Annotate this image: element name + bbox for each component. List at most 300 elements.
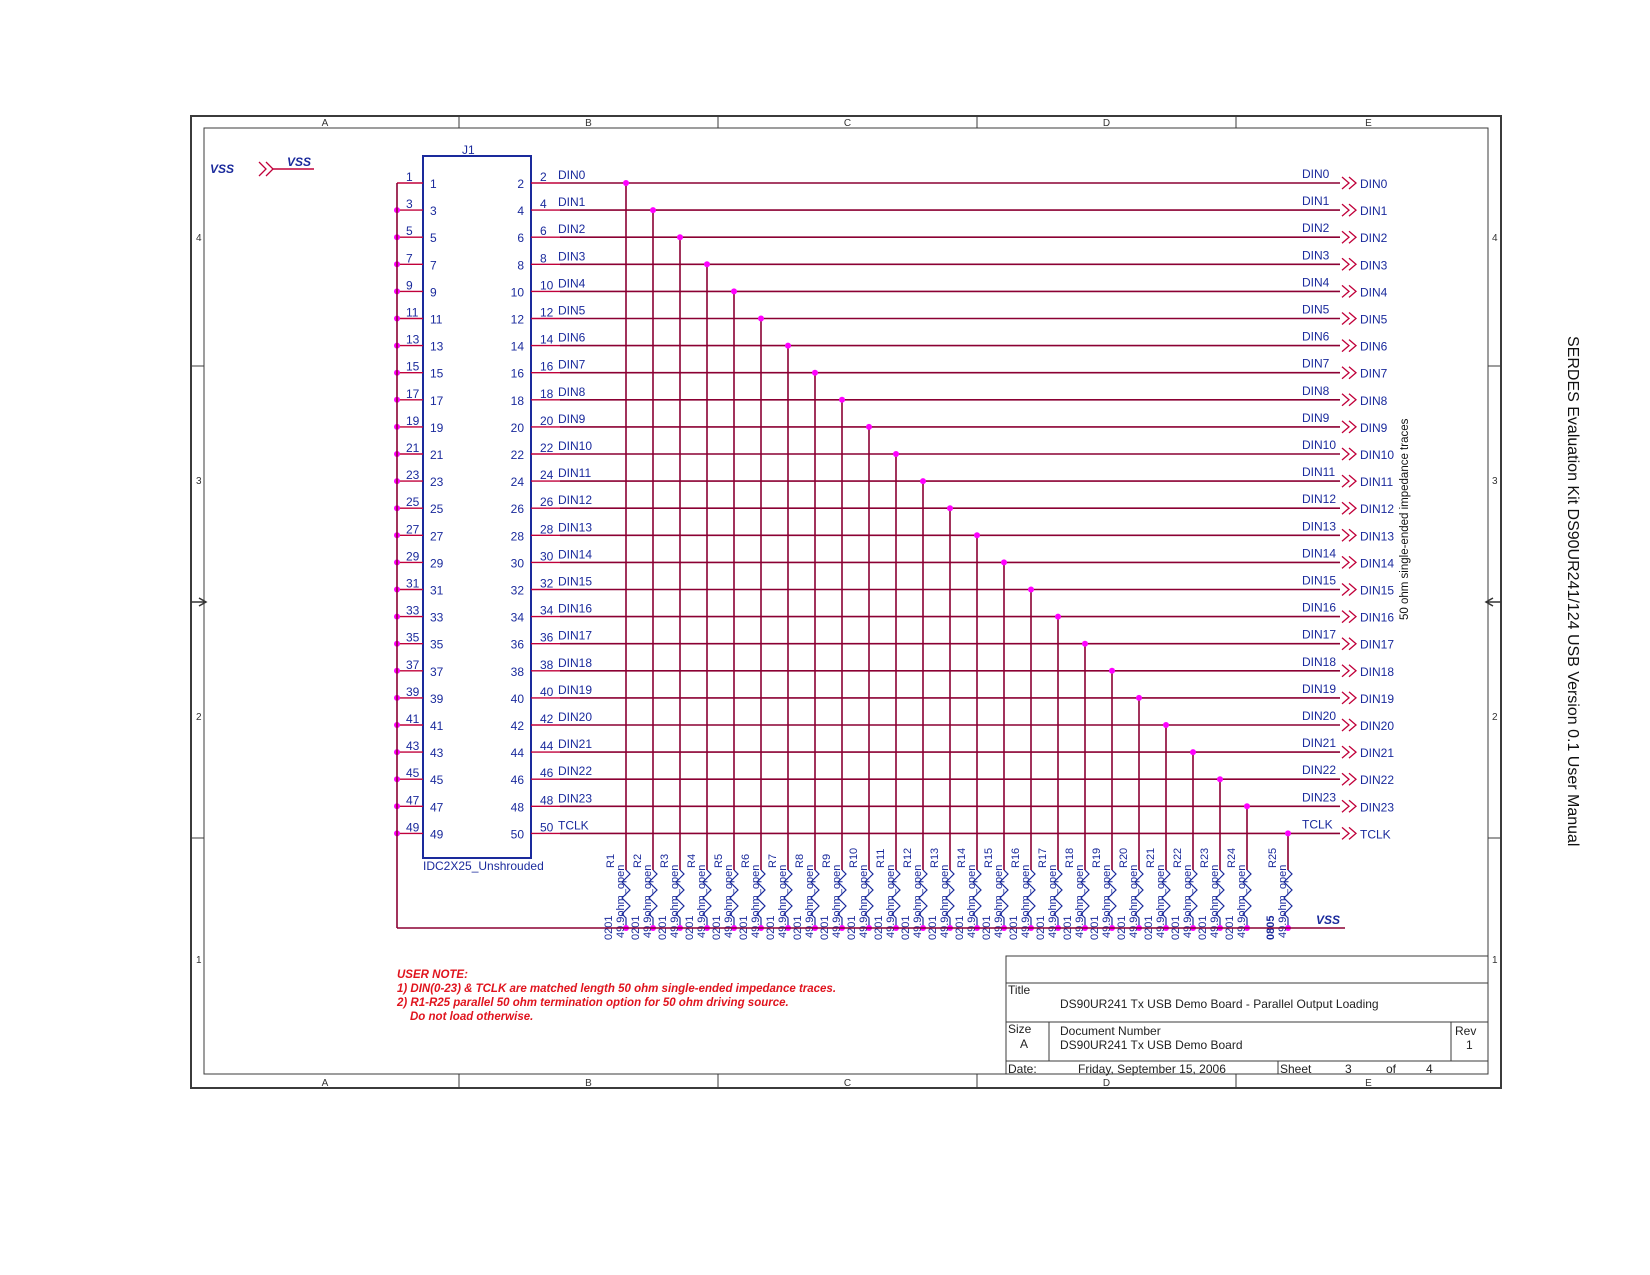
right-pin-inner-number: 16 (510, 366, 524, 381)
resistor-ref: R4 (686, 853, 698, 868)
offpage-net-name: DIN0 (1360, 177, 1388, 191)
left-pin-inner-number: 3 (430, 204, 437, 219)
left-pin-inner-number: 41 (430, 719, 444, 733)
resistor-ref: R9 (821, 853, 833, 868)
left-pin-outer-number: 27 (406, 522, 420, 537)
left-pin-inner-number: 43 (430, 746, 444, 761)
zone-row-left: 4 (196, 233, 202, 244)
zone-col-bottom: C (843, 1078, 852, 1089)
offpage-net-name: DIN13 (1360, 529, 1395, 544)
resistor-footprint: 0201 (792, 915, 804, 940)
net-label-port: DIN8 (1302, 383, 1330, 398)
left-pin-inner-number: 7 (430, 258, 437, 273)
right-pin-outer-number: 24 (540, 468, 554, 483)
junction-dot (1082, 641, 1088, 647)
left-pin-outer-number: 5 (406, 224, 413, 239)
resistor-footprint: 0201 (1089, 915, 1101, 940)
net-label-port: DIN4 (1302, 275, 1330, 290)
net-label-connector: DIN9 (558, 411, 586, 426)
resistor-value: 49.9ohm_open (1101, 864, 1113, 938)
junction-dot (920, 478, 926, 484)
right-pin-outer-number: 28 (540, 522, 554, 537)
resistor-value: 49.9ohm_open (1074, 864, 1086, 938)
net-label-connector: DIN6 (558, 330, 586, 345)
net-label-connector: DIN19 (558, 682, 593, 697)
offpage-connector-icon (1342, 800, 1356, 812)
right-pin-outer-number: 32 (540, 576, 554, 591)
resistor-value: 49.9ohm_open (1155, 864, 1167, 938)
left-pin-outer-number: 47 (406, 793, 420, 808)
left-pin-inner-number: 27 (430, 529, 444, 544)
resistor-value: 49.9ohm_open (912, 864, 924, 938)
left-pin-inner-number: 19 (430, 420, 444, 435)
net-label-port: DIN2 (1302, 221, 1330, 236)
net-label-port: DIN10 (1302, 438, 1337, 452)
rev-label: Rev (1455, 1024, 1477, 1038)
left-pin-inner-number: 37 (430, 664, 444, 679)
resistor-ref: R13 (929, 847, 941, 868)
resistor-value: 49.9ohm_open (615, 864, 627, 938)
junction-dot (866, 424, 872, 430)
zone-col-top: A (321, 118, 329, 129)
resistor-ref: R12 (902, 847, 914, 868)
resistor-footprint: 0201 (873, 915, 885, 940)
offpage-net-name: DIN2 (1360, 231, 1388, 246)
right-pin-outer-number: 48 (540, 793, 554, 808)
resistor-footprint: 0201 (657, 915, 669, 940)
left-pin-outer-number: 9 (406, 278, 413, 293)
document-number-label: Document Number (1060, 1024, 1161, 1038)
net-label-port: TCLK (1302, 817, 1333, 832)
left-pin-inner-number: 15 (430, 366, 444, 381)
left-pin-outer-number: 33 (406, 603, 420, 618)
resistor-ref: R5 (713, 853, 725, 868)
left-pin-outer-number: 41 (406, 712, 420, 726)
junction-dot (650, 207, 656, 213)
right-pin-outer-number: 36 (540, 630, 554, 645)
vss-symbol-label: VSS (287, 155, 312, 169)
resistor-footprint: 0201 (819, 915, 831, 940)
net-label-connector: DIN4 (558, 276, 586, 291)
resistor-value: 49.9ohm_open (1236, 864, 1248, 938)
offpage-net-name: DIN21 (1360, 746, 1395, 761)
right-pin-inner-number: 8 (517, 258, 524, 273)
connector-left-pins (394, 170, 444, 841)
resistor-footprint: 0201 (927, 915, 939, 940)
resistor-ref: R18 (1064, 847, 1076, 868)
right-pin-outer-number: 44 (540, 739, 554, 754)
right-pin-inner-number: 50 (510, 827, 524, 842)
net-label-connector: DIN5 (558, 303, 586, 318)
left-pin-inner-number: 47 (430, 800, 444, 815)
left-pin-outer-number: 3 (406, 197, 413, 212)
right-pin-inner-number: 40 (510, 691, 524, 706)
net-label-port: DIN5 (1302, 302, 1330, 317)
resistor-ref: R21 (1145, 847, 1157, 868)
junction-dot (1217, 776, 1223, 782)
offpage-connector-icon (1342, 584, 1356, 596)
left-pin-inner-number: 29 (430, 556, 444, 571)
net-label-connector: DIN12 (558, 493, 593, 508)
offpage-net-name: DIN23 (1360, 800, 1395, 815)
resistor-footprint: 0201 (765, 915, 777, 940)
left-pin-outer-number: 37 (406, 657, 420, 672)
right-pin-outer-number: 46 (540, 766, 554, 781)
left-pin-outer-number: 1 (406, 170, 413, 184)
junction-dot (1055, 614, 1061, 620)
zone-row-right: 2 (1492, 712, 1498, 723)
net-label-connector: DIN23 (558, 791, 593, 806)
size-value: A (1020, 1037, 1029, 1051)
offpage-connector-icon (1342, 285, 1356, 297)
offpage-net-name: DIN18 (1360, 664, 1395, 679)
offpage-net-name: DIN14 (1360, 556, 1395, 571)
net-label-port: DIN0 (1302, 167, 1330, 181)
junction-dot (1001, 559, 1007, 565)
resistor-value: 49.9ohm_open (1209, 864, 1221, 938)
resistor-value: 49.9ohm_open (1128, 864, 1140, 938)
rev-value: 1 (1466, 1038, 1473, 1052)
right-pin-inner-number: 48 (510, 800, 524, 815)
offpage-connector-icon (1342, 367, 1356, 379)
vss-symbol-top (259, 155, 314, 176)
right-pin-inner-number: 36 (510, 637, 524, 652)
net-label-connector: DIN1 (558, 195, 586, 210)
trace-impedance-note: 50 ohm single-ended impedance traces (1399, 418, 1411, 620)
resistor-ref: R20 (1118, 847, 1130, 868)
net-label-connector: DIN10 (558, 439, 593, 453)
resistor-footprint: 0201 (1143, 915, 1155, 940)
offpage-net-name: DIN6 (1360, 339, 1388, 354)
offpage-connector-icon (1342, 556, 1356, 568)
net-label-connector: DIN13 (558, 520, 593, 535)
right-pin-inner-number: 32 (510, 583, 524, 598)
resistor-footprint: 0201 (684, 915, 696, 940)
offpage-connector-icon (1342, 502, 1356, 514)
net-label-connector: DIN17 (558, 628, 593, 643)
offpage-net-name: DIN20 (1360, 719, 1395, 733)
resistor-footprint: 0201 (900, 915, 912, 940)
junction-dot (1028, 587, 1034, 593)
net-label-port: DIN17 (1302, 627, 1337, 642)
zone-row-right: 1 (1492, 955, 1498, 966)
junction-dot (731, 288, 737, 294)
right-pin-outer-number: 18 (540, 386, 554, 401)
right-pin-outer-number: 6 (540, 224, 547, 239)
connector-ref: J1 (462, 143, 475, 157)
zone-row-right: 4 (1492, 233, 1498, 244)
offpage-connector-icon (1342, 448, 1356, 460)
right-pin-outer-number: 42 (540, 712, 554, 726)
offpage-connector-icon (1342, 475, 1356, 487)
title-block (1006, 956, 1488, 1076)
net-label-connector: DIN22 (558, 764, 593, 779)
resistor-footprint: 0201 (1170, 915, 1182, 940)
of-value: 4 (1426, 1062, 1433, 1076)
right-pin-outer-number: 2 (540, 170, 547, 184)
side-manual-title: SERDES Evaluation Kit DS90UR241/124 USB Version 0.1 User Manual (1564, 336, 1581, 847)
zone-col-top: E (1365, 118, 1372, 129)
offpage-net-name: DIN11 (1360, 475, 1394, 490)
resistor-value: 49.9ohm_open (1182, 864, 1194, 938)
junction-dot (704, 261, 710, 267)
right-pin-inner-number: 38 (510, 664, 524, 679)
net-label-connector: DIN21 (558, 737, 593, 752)
left-pin-inner-number: 33 (430, 610, 444, 625)
left-pin-inner-number: 9 (430, 285, 437, 300)
user-note-line1: 1) DIN(0-23) & TCLK are matched length 50 ohm single-ended impedance traces. (397, 983, 837, 995)
net-label-port: DIN1 (1302, 194, 1330, 209)
right-pin-inner-number: 10 (510, 285, 524, 300)
resistor-footprint: 0201 (954, 915, 966, 940)
offpage-connector-icon (1342, 177, 1356, 189)
left-pin-outer-number: 19 (406, 413, 420, 428)
right-pin-outer-number: 30 (540, 549, 554, 564)
zone-col-bottom: B (585, 1078, 592, 1089)
junction-dot (1109, 668, 1115, 674)
nets (558, 167, 1394, 870)
net-label-port: DIN16 (1302, 600, 1337, 615)
offpage-connector-icon (1342, 313, 1356, 325)
net-label-port: DIN13 (1302, 519, 1337, 534)
resistor-value: 49.9ohm_open (993, 864, 1005, 938)
zone-col-top: D (1102, 118, 1111, 129)
resistor-footprint: 0201 (1116, 915, 1128, 940)
offpage-connector-icon (1342, 719, 1356, 731)
offpage-connector-icon (1342, 258, 1356, 270)
net-label-port: DIN12 (1302, 492, 1337, 507)
net-label-port: DIN22 (1302, 763, 1337, 778)
date-value: Friday, September 15, 2006 (1078, 1062, 1226, 1076)
left-pin-inner-number: 21 (430, 448, 444, 462)
left-pin-inner-number: 17 (430, 393, 444, 408)
resistor-value: 49.9ohm_open (669, 864, 681, 938)
zone-col-bottom: A (321, 1078, 329, 1089)
junction-dot (1190, 749, 1196, 755)
resistor-value: 49.9ohm_open (750, 864, 762, 938)
offpage-connector-icon (1342, 204, 1356, 216)
offpage-net-name: DIN12 (1360, 502, 1395, 517)
right-pin-outer-number: 20 (540, 413, 554, 428)
offpage-net-name: DIN15 (1360, 583, 1395, 598)
net-label-port: DIN6 (1302, 329, 1330, 344)
resistor-ref: R11 (875, 848, 887, 868)
offpage-connector-icon (1342, 231, 1356, 243)
net-label-port: DIN20 (1302, 709, 1337, 723)
left-pin-outer-number: 31 (406, 576, 420, 591)
net-label-connector: DIN2 (558, 222, 586, 237)
resistor-value: 49.9ohm_open (777, 864, 789, 938)
resistor-ref: R7 (767, 853, 779, 868)
user-note-line3: Do not load otherwise. (410, 1011, 534, 1023)
zone-row-right: 3 (1492, 476, 1498, 487)
net-label-port: DIN7 (1302, 356, 1330, 371)
resistor-footprint: 0201 (711, 915, 723, 940)
zone-row-left: 1 (196, 955, 202, 966)
left-pin-outer-number: 23 (406, 468, 420, 483)
resistor-value: 49.9ohm_open (696, 864, 708, 938)
title-value: DS90UR241 Tx USB Demo Board - Parallel Output Loading (1060, 997, 1379, 1011)
junction-dot (677, 234, 683, 240)
resistor-footprint: 0201 (1035, 915, 1047, 940)
offpage-connector-icon (1342, 746, 1356, 758)
resistor-footprint: 0201 (1224, 915, 1236, 940)
junction-dot (758, 316, 764, 322)
right-pin-inner-number: 30 (510, 556, 524, 571)
right-pin-inner-number: 46 (510, 773, 524, 788)
right-pin-inner-number: 6 (517, 231, 524, 246)
junction-dot (974, 532, 980, 538)
net-label-port: DIN15 (1302, 573, 1337, 588)
net-label-port: DIN14 (1302, 546, 1337, 561)
resistor-value: 49.9ohm_open (804, 864, 816, 938)
junction-dot (785, 343, 791, 349)
zone-row-left: 3 (196, 476, 202, 487)
left-pin-inner-number: 31 (430, 583, 444, 598)
title-label: Title (1008, 983, 1031, 997)
resistor-ref: R6 (740, 853, 752, 868)
net-label-connector: DIN8 (558, 384, 586, 399)
offpage-net-name: DIN1 (1360, 204, 1388, 219)
left-pin-outer-number: 25 (406, 495, 420, 510)
offpage-net-name: DIN16 (1360, 610, 1395, 625)
zone-row-left: 2 (196, 712, 202, 723)
resistor-ref: R1 (605, 853, 617, 868)
resistor-ref: R15 (983, 847, 995, 868)
resistor-footprint: 0805 (1265, 915, 1277, 940)
offpage-connector-icon (1342, 421, 1356, 433)
left-pin-outer-number: 49 (406, 820, 420, 835)
resistor-ref: R17 (1037, 847, 1049, 868)
offpage-connector-icon (1342, 340, 1356, 352)
resistor-ref: R2 (632, 853, 644, 868)
net-label-port: DIN9 (1302, 410, 1330, 425)
resistor-footprint: 0201 (981, 915, 993, 940)
junction-dot (623, 180, 629, 186)
right-pin-inner-number: 42 (510, 719, 524, 733)
net-label-connector: DIN15 (558, 574, 593, 589)
offpage-net-name: DIN17 (1360, 637, 1395, 652)
offpage-connector-icon (1342, 394, 1356, 406)
left-pin-inner-number: 49 (430, 827, 444, 842)
left-pin-inner-number: 39 (430, 691, 444, 706)
offpage-net-name: DIN8 (1360, 393, 1388, 408)
net-label-port: DIN21 (1302, 736, 1337, 751)
resistor-value: 49.9ohm_open (939, 864, 951, 938)
zone-col-bottom: D (1102, 1078, 1111, 1089)
net-label-connector: DIN16 (558, 601, 593, 616)
right-pin-outer-number: 50 (540, 820, 554, 835)
zone-col-top: C (843, 118, 852, 129)
left-pin-inner-number: 23 (430, 475, 444, 490)
resistor-ref: R3 (659, 853, 671, 868)
junction-dot (947, 505, 953, 511)
net-label-port: DIN19 (1302, 681, 1337, 696)
junction-dot (1136, 695, 1142, 701)
junction-dot (839, 397, 845, 403)
right-pin-inner-number: 22 (510, 448, 524, 462)
connector-right-pins (511, 170, 560, 841)
offpage-net-name: DIN5 (1360, 312, 1388, 327)
left-pin-outer-number: 15 (406, 359, 420, 374)
net-label-port: DIN18 (1302, 654, 1337, 669)
resistor-footprint: 0201 (846, 915, 858, 940)
junction-dot (1163, 722, 1169, 728)
left-pin-inner-number: 35 (430, 637, 444, 652)
resistor-value: 49.9ohm_open (831, 864, 843, 938)
net-label-port: DIN23 (1302, 790, 1337, 805)
right-pin-outer-number: 8 (540, 251, 547, 266)
offpage-net-name: DIN22 (1360, 773, 1395, 788)
right-pin-inner-number: 26 (510, 502, 524, 517)
resistor-footprint: 0201 (1008, 915, 1020, 940)
right-pin-inner-number: 4 (517, 204, 524, 219)
document-number-value: DS90UR241 Tx USB Demo Board (1060, 1038, 1243, 1052)
offpage-net-name: DIN3 (1360, 258, 1388, 273)
right-pin-inner-number: 34 (510, 610, 524, 625)
left-pin-outer-number: 7 (406, 251, 413, 266)
offpage-net-name: DIN19 (1360, 691, 1395, 706)
resistor-ref: R14 (956, 847, 968, 868)
offpage-net-name: DIN4 (1360, 285, 1388, 300)
right-pin-outer-number: 10 (540, 278, 554, 293)
left-pin-outer-number: 13 (406, 332, 420, 347)
resistor-ref: R19 (1091, 847, 1103, 868)
resistor-ref: R25 (1267, 847, 1279, 868)
resistor-value: 49.9ohm_open (858, 864, 870, 938)
net-label-connector: DIN14 (558, 547, 593, 562)
right-pin-inner-number: 14 (510, 339, 524, 354)
offpage-connector-icon (1342, 827, 1356, 839)
right-pin-inner-number: 12 (510, 312, 524, 327)
offpage-net-name: DIN7 (1360, 366, 1388, 381)
vss-label-bottom: VSS (1316, 913, 1341, 927)
right-pin-outer-number: 14 (540, 332, 554, 347)
left-pin-outer-number: 21 (406, 441, 420, 455)
right-pin-inner-number: 44 (510, 746, 524, 761)
resistor-footprint: 0201 (1062, 915, 1074, 940)
resistor-footprint: 0201 (603, 915, 615, 940)
right-pin-inner-number: 2 (517, 177, 524, 191)
right-pin-outer-number: 38 (540, 657, 554, 672)
left-pin-outer-number: 45 (406, 766, 420, 781)
net-label-connector: TCLK (558, 818, 589, 833)
resistor-ref: R24 (1226, 847, 1238, 868)
left-pin-inner-number: 1 (430, 177, 437, 191)
offpage-net-name: DIN9 (1360, 420, 1388, 435)
junction-dot (1285, 830, 1291, 836)
right-pin-inner-number: 18 (510, 393, 524, 408)
resistor-footprint: 0201 (738, 915, 750, 940)
left-pin-outer-number: 35 (406, 630, 420, 645)
junction-dot (812, 370, 818, 376)
net-label-connector: DIN18 (558, 655, 593, 670)
vss-label-left: VSS (210, 162, 235, 176)
left-pin-inner-number: 5 (430, 231, 437, 246)
resistor-ref: R16 (1010, 847, 1022, 868)
net-label-connector: DIN11 (558, 466, 592, 481)
size-label: Size (1008, 1022, 1032, 1036)
resistor-ref: R23 (1199, 847, 1211, 868)
zone-col-top: B (585, 118, 592, 129)
left-pin-outer-number: 11 (406, 305, 419, 320)
net-label-connector: DIN20 (558, 710, 593, 724)
right-pin-outer-number: 16 (540, 359, 554, 374)
net-label-port: DIN11 (1302, 465, 1336, 480)
date-label: Date: (1008, 1062, 1037, 1076)
resistor-ref: R8 (794, 853, 806, 868)
left-pin-outer-number: 43 (406, 739, 420, 754)
